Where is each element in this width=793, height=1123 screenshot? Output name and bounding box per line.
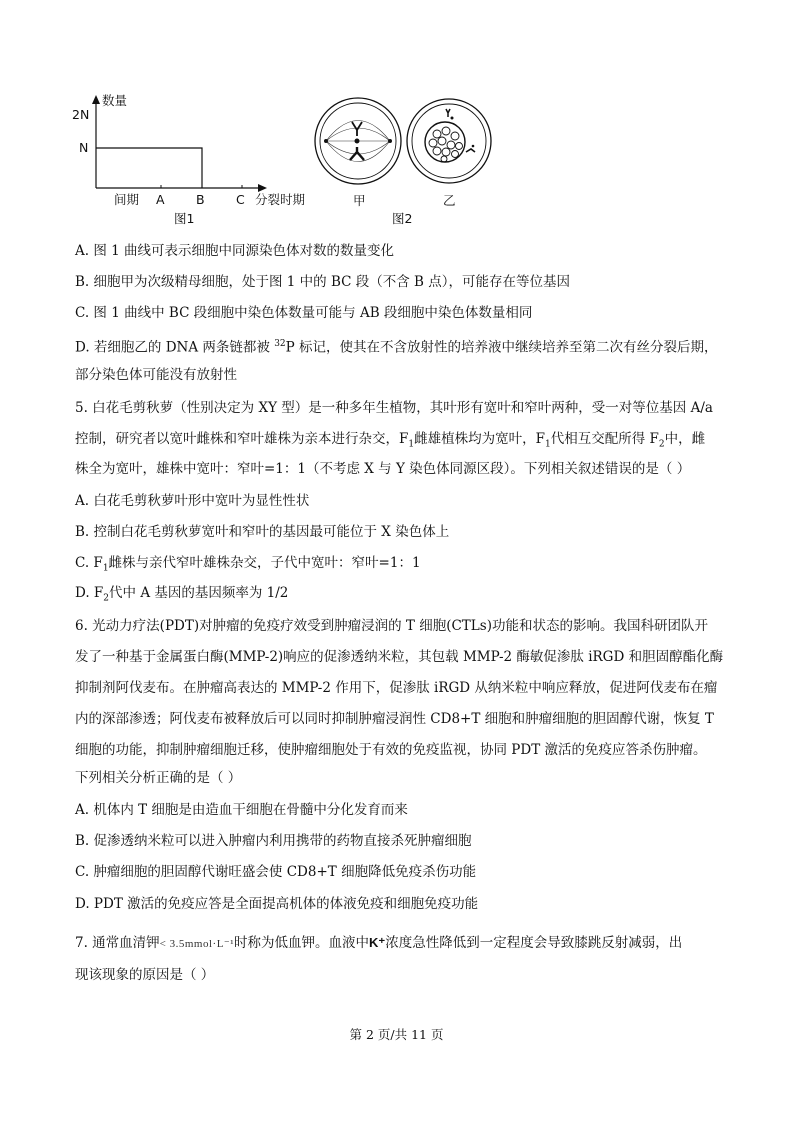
q6-stem-line2: 发了一种基于金属蛋白酶(MMP-2)响应的促渗透纳米粒，其包载 MMP-2 酶敏促渗肽 iRGD 和胆固醇酯化酶 bbox=[75, 649, 724, 665]
q6-option-b: B. 促渗透纳米粒可以进入肿瘤内利用携带的药物直接杀死肿瘤细胞 bbox=[75, 833, 472, 849]
q4-option-c: C. 图 1 曲线中 BC 段细胞中染色体数量可能与 AB 段细胞中染色体数量相同 bbox=[75, 305, 533, 321]
q5-c-post: 雌株与亲代窄叶雄株杂交，子代中宽叶：窄叶=1：1 bbox=[108, 555, 421, 571]
q5-sub1: 1 bbox=[408, 439, 415, 450]
y-tick-n: N bbox=[79, 140, 89, 155]
figure-2 bbox=[315, 98, 491, 226]
q5-stem-line3: 株全为宽叶，雄株中宽叶：窄叶=1：1（不考虑 X 与 Y 染色体同源区段）。下列相关叙述错误的是（ ） bbox=[75, 461, 691, 477]
q5-stem-line2 bbox=[75, 429, 705, 455]
x-axis-title: 分裂时期 bbox=[255, 192, 306, 207]
figure-area bbox=[0, 0, 793, 240]
y-axis-arrow bbox=[92, 95, 100, 104]
q5-d-sub: 2 bbox=[103, 593, 110, 604]
q5-stem2-pre: 控制，研究者以宽叶雌株和窄叶雄株为亲本进行杂交，F bbox=[75, 431, 409, 447]
q7-formula: < 3.5mmol·L⁻¹ bbox=[159, 938, 235, 950]
count-curve bbox=[96, 148, 202, 188]
q6-option-d: D. PDT 激活的免疫应答是全面提高机体的体液免疫和细胞免疫功能 bbox=[75, 896, 479, 912]
q5-stem2-mid2: 代相互交配所得 F bbox=[550, 431, 659, 447]
q6-stem-line1: 6. 光动力疗法(PDT)对肿瘤的免疫疗效受到肿瘤浸润的 T 细胞(CTLs)功能和状态的影响。我国科研团队开 bbox=[75, 618, 708, 634]
figure-1-caption: 图1 bbox=[174, 211, 195, 226]
q6-option-a: A. 机体内 T 细胞是由造血干细胞在骨髓中分化发育而来 bbox=[75, 802, 408, 818]
cell-label-jia: 甲 bbox=[353, 193, 366, 208]
q7-stem-line1 bbox=[75, 933, 682, 954]
x-label-a: A bbox=[156, 192, 165, 207]
x-label-c: C bbox=[236, 192, 245, 207]
q5-option-a: A. 白花毛剪秋萝叶形中宽叶为显性性状 bbox=[75, 493, 310, 509]
q7-mid: 时称为低血钾。血液中 bbox=[234, 935, 370, 951]
q5-sub3: 2 bbox=[658, 439, 665, 450]
y-tick-2n: 2N bbox=[72, 107, 90, 122]
q5-stem-line1: 5. 白花毛剪秋萝（性别决定为 XY 型）是一种多年生植物，其叶形有宽叶和窄叶两种，受一对等位基因 A/a bbox=[75, 400, 713, 416]
q5-stem2-post: 中，雌 bbox=[664, 431, 706, 447]
x-label-b: B bbox=[196, 192, 205, 207]
q6-stem-line4: 内的深部渗透；阿伐麦布被释放后可以同时抑制肿瘤浸润性 CD8+T 细胞和肿瘤细胞的胆固醇代谢，恢复 T bbox=[75, 711, 714, 727]
q7-post: 浓度急性降低到一定程度会导致膝跳反射减弱，出 bbox=[385, 935, 683, 951]
q5-c-sub: 1 bbox=[102, 563, 109, 574]
figure-2-caption: 图2 bbox=[392, 211, 413, 226]
q6-stem-line3: 抑制剂阿伐麦布。在肿瘤高表达的 MMP-2 作用下，促渗肽 iRGD 从纳米粒中响应释放，促进阿伐麦布在瘤 bbox=[75, 680, 718, 696]
q5-option-b: B. 控制白花毛剪秋萝宽叶和窄叶的基因最可能位于 X 染色体上 bbox=[75, 524, 450, 540]
q7-ion: K⁺ bbox=[369, 935, 386, 950]
y-axis-title: 数量 bbox=[102, 93, 128, 108]
q4-d-pre: D. 若细胞乙的 DNA 两条链都被 bbox=[75, 339, 275, 356]
x-axis-arrow bbox=[258, 184, 267, 192]
q5-option-c bbox=[75, 553, 421, 579]
q7-pre: 7. 通常血清钾 bbox=[75, 935, 160, 951]
q4-d-sup: 32 bbox=[274, 339, 286, 349]
q5-stem2-mid: 雌雄植株均为宽叶，F bbox=[414, 431, 545, 447]
q5-sub2: 1 bbox=[544, 439, 551, 450]
cell-label-yi: 乙 bbox=[443, 193, 456, 208]
q6-stem-line5: 细胞的功能，抑制肿瘤细胞迁移，使肿瘤细胞处于有效的免疫监视，协同 PDT 激活的免疫应答杀伤肿瘤。 bbox=[75, 742, 707, 758]
cell-yi bbox=[407, 99, 491, 183]
q4-option-d bbox=[75, 334, 718, 358]
q4-option-b: B. 细胞甲为次级精母细胞，处于图 1 中的 BC 段（不含 B 点），可能存在等位基因 bbox=[75, 274, 571, 290]
q4-option-a: A. 图 1 曲线可表示细胞中同源染色体对数的数量变化 bbox=[75, 243, 395, 259]
q5-option-d bbox=[75, 583, 288, 609]
q4-d-post: P 标记，使其在不含放射性的培养液中继续培养至第二次有丝分裂后期， bbox=[285, 339, 718, 356]
page-footer: 第 2 页/共 11 页 bbox=[349, 1027, 444, 1042]
q4-option-d-line2: 部分染色体可能没有放射性 bbox=[75, 367, 237, 383]
q5-c-pre: C. F bbox=[75, 555, 103, 571]
q5-d-post: 代中 A 基因的基因频率为 1/2 bbox=[109, 585, 289, 601]
cell-jia bbox=[315, 98, 401, 184]
q5-d-pre: D. F bbox=[75, 585, 104, 601]
figure-1 bbox=[72, 93, 306, 226]
x-label-interphase: 间期 bbox=[114, 192, 140, 207]
q7-stem-line2: 现该现象的原因是（ ） bbox=[75, 967, 215, 983]
q6-stem-line6: 下列相关分析正确的是（ ） bbox=[75, 770, 242, 786]
q6-option-c: C. 肿瘤细胞的胆固醇代谢旺盛会使 CD8+T 细胞降低免疫杀伤功能 bbox=[75, 864, 477, 880]
